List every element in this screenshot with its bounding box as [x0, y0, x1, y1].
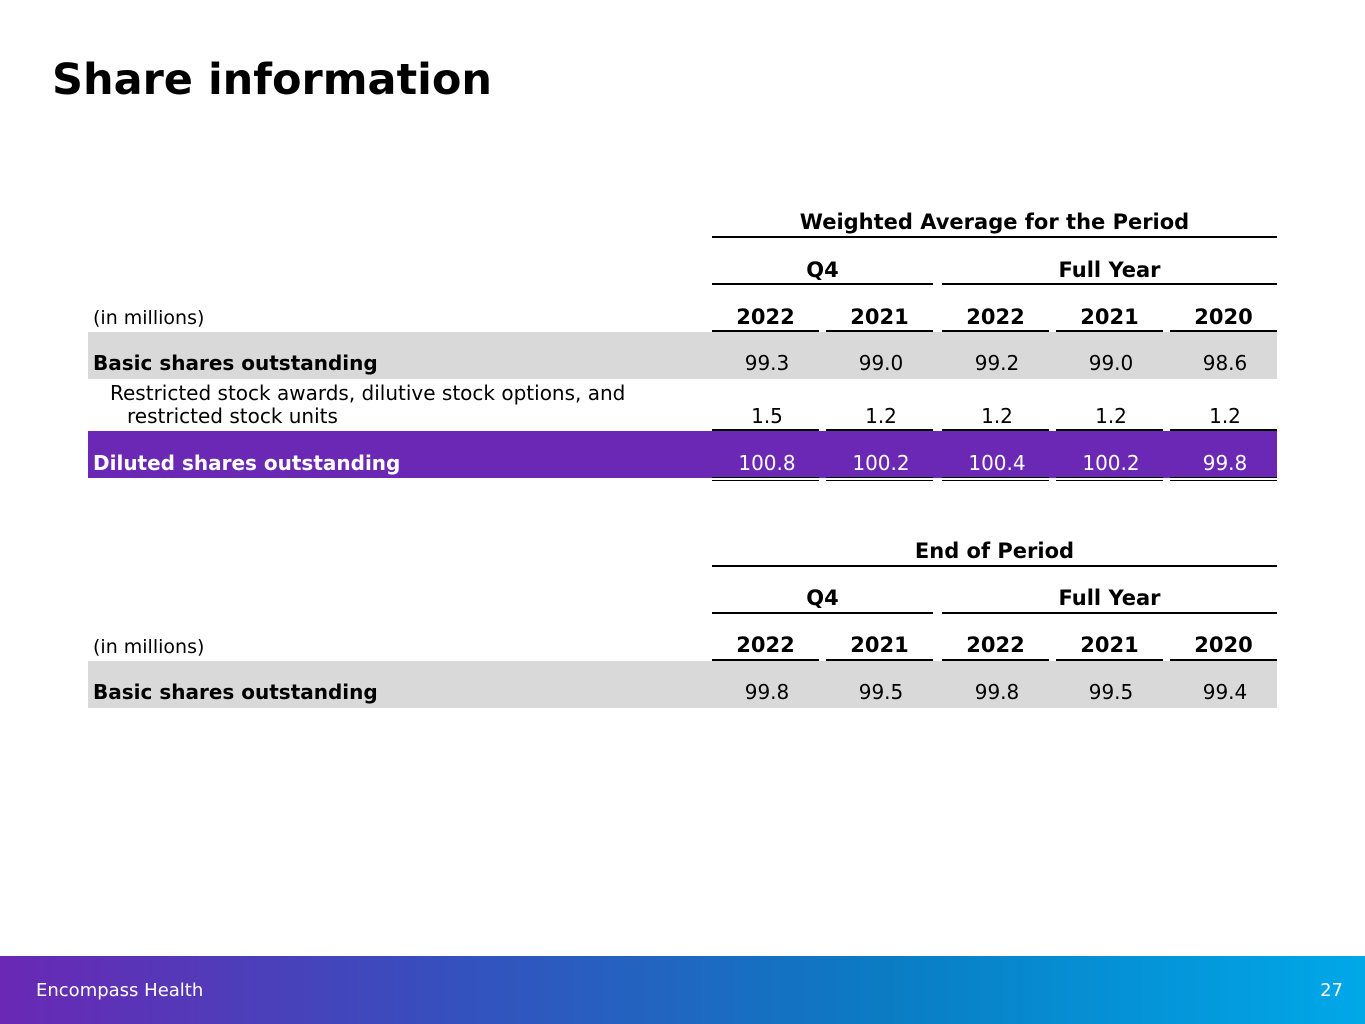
- cell-value: 1.2: [981, 404, 1013, 428]
- footer-bar: [0, 956, 1365, 1024]
- full-year-rule: [942, 283, 1277, 285]
- q4-header: Q4: [806, 586, 839, 610]
- col-header: 2022: [736, 633, 795, 657]
- cell-value: 1.2: [1095, 404, 1127, 428]
- cell-value: 99.5: [858, 680, 904, 704]
- cell-value: 99.8: [1202, 451, 1248, 475]
- cell-value: 100.4: [968, 451, 1026, 475]
- col-header: 2022: [966, 305, 1025, 329]
- full-year-header: Full Year: [1058, 258, 1161, 282]
- row-label-line2: restricted stock units: [127, 404, 338, 428]
- total-rule: [1170, 477, 1277, 478]
- cell-value: 100.2: [852, 451, 910, 475]
- total-rule: [1056, 480, 1163, 481]
- total-rule: [1056, 477, 1163, 478]
- cell-value: 99.2: [974, 351, 1020, 375]
- cell-value: 100.8: [738, 451, 796, 475]
- units-label: (in millions): [93, 307, 205, 329]
- total-rule: [712, 477, 819, 478]
- row-label: Diluted shares outstanding: [93, 451, 401, 475]
- q4-rule: [712, 283, 933, 285]
- col-header: 2020: [1194, 305, 1253, 329]
- row-label: Basic shares outstanding: [93, 351, 378, 375]
- cell-value: 99.5: [1088, 680, 1134, 704]
- page-number: 27: [1320, 980, 1343, 1001]
- page-title: Share information: [52, 55, 493, 105]
- col-header: 2021: [850, 305, 909, 329]
- col-header: 2020: [1194, 633, 1253, 657]
- total-rule: [942, 480, 1049, 481]
- cell-value: 1.2: [1209, 404, 1241, 428]
- total-rule: [1170, 480, 1277, 481]
- cell-value: 100.2: [1082, 451, 1140, 475]
- row-label: Basic shares outstanding: [93, 680, 378, 704]
- cell-value: 99.8: [744, 680, 790, 704]
- total-rule: [826, 477, 933, 478]
- full-year-header: Full Year: [1058, 586, 1161, 610]
- header-rule: [712, 565, 1277, 567]
- total-rule: [712, 480, 819, 481]
- cell-value: 1.5: [751, 404, 783, 428]
- table-header-end-of-period: End of Period: [914, 539, 1075, 563]
- footer-company-name: Encompass Health: [36, 980, 204, 1001]
- total-rule: [942, 477, 1049, 478]
- row-label-line1: Restricted stock awards, dilutive stock options, and: [110, 381, 626, 405]
- cell-value: 99.0: [1088, 351, 1134, 375]
- col-header: 2021: [850, 633, 909, 657]
- col-header: 2022: [966, 633, 1025, 657]
- col-header: 2021: [1080, 633, 1139, 657]
- cell-value: 99.3: [744, 351, 790, 375]
- units-label: (in millions): [93, 636, 205, 658]
- col-header: 2021: [1080, 305, 1139, 329]
- col-header: 2022: [736, 305, 795, 329]
- cell-value: 1.2: [865, 404, 897, 428]
- full-year-rule: [942, 612, 1277, 614]
- cell-value: 99.0: [858, 351, 904, 375]
- total-rule: [826, 480, 933, 481]
- q4-header: Q4: [806, 258, 839, 282]
- q4-rule: [712, 612, 933, 614]
- table-header-weighted-average: Weighted Average for the Period: [799, 210, 1190, 234]
- cell-value: 99.8: [974, 680, 1020, 704]
- cell-value: 99.4: [1202, 680, 1248, 704]
- header-rule: [712, 236, 1277, 238]
- cell-value: 98.6: [1202, 351, 1248, 375]
